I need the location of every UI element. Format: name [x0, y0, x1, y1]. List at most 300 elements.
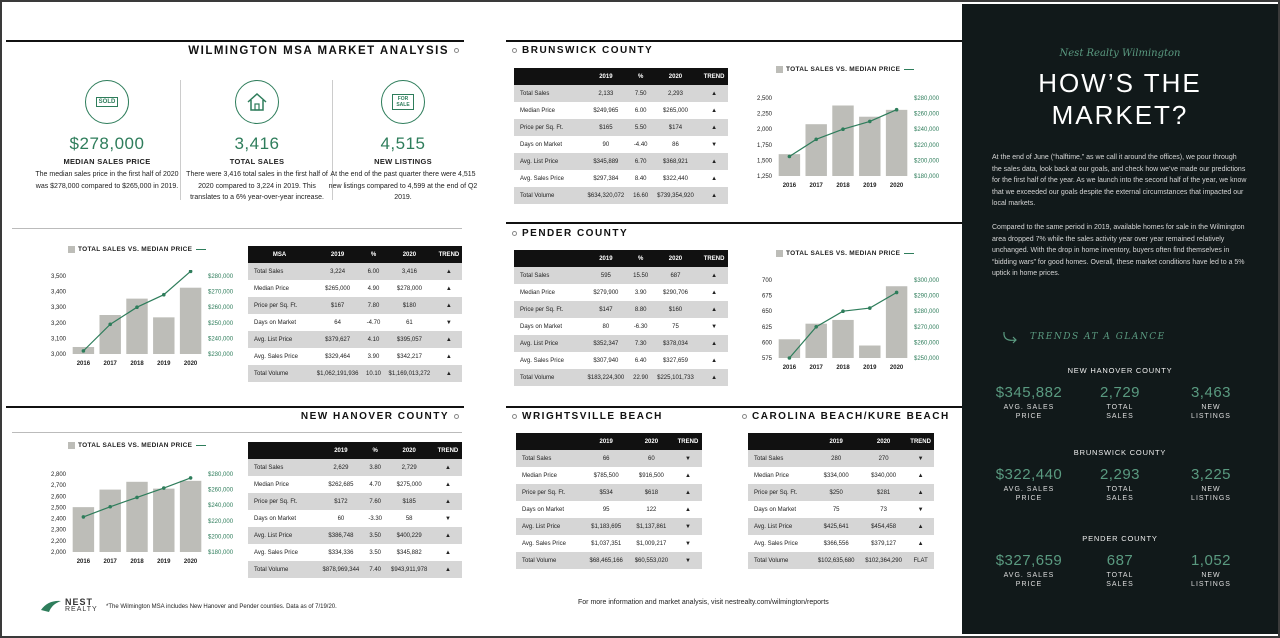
- county-stat-label: PRICE: [1015, 581, 1043, 588]
- y2-tick-label: $260,000: [208, 305, 234, 312]
- y-tick-label: 3,100: [50, 336, 66, 343]
- y2-tick-label: $280,000: [914, 309, 940, 316]
- table-cell: $379,627: [311, 331, 364, 348]
- y2-tick-label: $280,000: [208, 274, 234, 280]
- stat-value: 4,515: [380, 134, 426, 153]
- x-tick-label: 2020: [183, 559, 198, 565]
- trend-up-icon: ▲: [444, 481, 451, 488]
- legend-text: TOTAL SALES VS. MEDIAN PRICE: [78, 442, 193, 450]
- county-stat: [1075, 384, 1165, 421]
- table-cell: 3.90: [367, 353, 380, 360]
- table-cell: 8.40: [634, 175, 647, 182]
- column-header: 2020: [385, 442, 434, 459]
- pender-table: [514, 250, 728, 386]
- county-stat: [984, 552, 1074, 589]
- legend-text: TOTAL SALES VS. MEDIAN PRICE: [786, 250, 901, 258]
- county-stat-label: AVG. SALES: [1003, 486, 1055, 493]
- table-cell: Price per Sq. Ft.: [248, 493, 316, 510]
- table-cell: $1,169,013,272: [383, 365, 436, 382]
- table-cell: $60,553,020: [629, 552, 674, 569]
- table-row: [514, 102, 728, 119]
- table-cell: 4.90: [367, 285, 380, 292]
- county-stat-label: NEW: [1201, 404, 1221, 411]
- table-cell: Total Sales: [248, 263, 311, 280]
- column-header: 2019: [581, 250, 630, 267]
- table-cell: Median Price: [254, 481, 290, 488]
- trend-up-icon: ▲: [685, 472, 691, 479]
- median-price-point: [108, 323, 112, 327]
- logo-text: NEST: [65, 597, 94, 607]
- table-cell: $322,440: [662, 175, 688, 182]
- table-cell: -4.70: [366, 319, 381, 326]
- table-row: [514, 369, 728, 386]
- stat-total-sales: [182, 80, 332, 204]
- county-stat-label: NEW: [1201, 486, 1221, 493]
- trends-header: [1002, 330, 1166, 344]
- table-cell: $262,685: [328, 481, 354, 488]
- table-row: [514, 170, 728, 187]
- column-header: 2020: [629, 433, 674, 450]
- trend-up-icon: ▲: [700, 119, 728, 136]
- table-cell: $342,217: [396, 353, 422, 360]
- section-title-text: BRUNSWICK COUNTY: [522, 45, 654, 56]
- y2-tick-label: $260,000: [208, 487, 234, 494]
- table-cell: $1,137,861: [629, 518, 674, 535]
- median-price-point: [162, 293, 166, 297]
- y2-tick-label: $280,000: [914, 96, 940, 102]
- y-tick-label: 2,200: [50, 538, 66, 545]
- pender-chart: [742, 274, 952, 380]
- table-cell: $386,748: [316, 527, 366, 544]
- table-header-row: [248, 246, 462, 263]
- table-cell: $368,921: [651, 153, 700, 170]
- column-header: TREND: [700, 68, 728, 85]
- table-cell: $618: [629, 484, 674, 501]
- county-stat: [1166, 552, 1256, 589]
- median-price-point: [841, 127, 845, 131]
- for-sale-sign-text: FOR SALE: [392, 94, 414, 110]
- legend-line-swatch: [196, 249, 206, 250]
- county-stat-value: 687: [1106, 552, 1134, 569]
- trend-up-icon: ▲: [445, 353, 452, 360]
- x-tick-label: 2016: [76, 361, 91, 367]
- table-cell: $290,706: [662, 289, 688, 296]
- table-cell: 6.00: [634, 107, 647, 114]
- county-stat-label: AVG. SALES: [1003, 572, 1055, 579]
- table-cell: $878,969,344: [316, 561, 366, 578]
- divider: [180, 80, 181, 200]
- x-tick-label: 2019: [157, 361, 171, 367]
- table-cell: $174: [651, 119, 700, 136]
- x-tick-label: 2017: [809, 365, 823, 371]
- table-row: [748, 450, 934, 467]
- table-cell: 80: [602, 323, 610, 330]
- column-header: 2020: [651, 68, 700, 85]
- logo-subtext: REALTY: [65, 606, 98, 613]
- table-cell: Avg. List Price: [248, 331, 311, 348]
- y-tick-label: 3,200: [50, 320, 66, 327]
- bar: [99, 315, 120, 354]
- y2-tick-label: $180,000: [208, 550, 234, 556]
- table-row: [516, 467, 702, 484]
- table-cell: Total Sales: [514, 267, 581, 284]
- y-tick-label: 2,800: [50, 472, 66, 478]
- median-price-point: [868, 306, 872, 310]
- table-cell: Median Price: [522, 472, 558, 479]
- county-stat: [1166, 384, 1256, 421]
- divider: [506, 406, 962, 408]
- county-stat-label: SALES: [1106, 413, 1134, 420]
- table-cell: $185: [385, 493, 434, 510]
- divider: [6, 40, 464, 42]
- column-header: 2019: [581, 68, 630, 85]
- stat-label: TOTAL SALES: [229, 157, 285, 166]
- x-tick-label: 2019: [863, 183, 877, 189]
- table-cell: Total Volume: [748, 552, 812, 569]
- table-row: [514, 267, 728, 284]
- y-tick-label: 2,500: [50, 505, 66, 512]
- table-cell: 10.10: [364, 365, 383, 382]
- trend-down-icon: ▼: [674, 450, 702, 467]
- county-stat-label: SALES: [1106, 581, 1134, 588]
- table-cell: $345,882: [396, 549, 422, 556]
- table-cell: Days on Market: [254, 319, 297, 326]
- table-cell: $327,659: [662, 357, 688, 364]
- table-cell: $279,900: [593, 289, 619, 296]
- table-cell: Total Sales: [248, 459, 316, 476]
- column-header: [514, 68, 581, 85]
- second-paragraph: Compared to the same period in 2019, available homes for sale in the Wilmington area dropped 7% while the sales activity year over year remained relatively unchanged. With the drop in home inventory, buyers often find themselves in “bidding wars” for good homes. Overall, these market conditions have led to a 5% uptick in home prices.: [992, 224, 1245, 277]
- trend-up-icon: ▲: [907, 518, 934, 535]
- table-cell: $943,911,978: [385, 561, 434, 578]
- county-name: PENDER COUNTY: [1082, 534, 1158, 543]
- median-price-point: [82, 515, 86, 519]
- y-tick-label: 2,000: [756, 127, 772, 134]
- column-header: [248, 442, 316, 459]
- county-stat-label: TOTAL: [1106, 572, 1134, 579]
- trend-up-icon: ▲: [434, 493, 462, 510]
- median-price-point: [841, 309, 845, 313]
- column-header: 2019: [316, 442, 366, 459]
- table-cell: $265,000: [325, 285, 351, 292]
- table-header-row: [248, 442, 462, 459]
- y-tick-label: 600: [761, 340, 772, 347]
- table-cell: $785,500: [593, 472, 619, 479]
- table-cell: $352,347: [581, 335, 630, 352]
- y-tick-label: 2,500: [756, 96, 772, 102]
- table-row: [514, 153, 728, 170]
- x-tick-label: 2018: [130, 559, 144, 565]
- table-row: [516, 552, 702, 569]
- table-row: [748, 535, 934, 552]
- table-cell: Avg. Sales Price: [254, 549, 298, 556]
- table-row: [248, 263, 462, 280]
- column-header: TREND: [907, 433, 934, 450]
- table-cell: Total Sales: [748, 450, 812, 467]
- trend-up-icon: ▲: [700, 369, 728, 386]
- table-cell: $275,000: [396, 481, 422, 488]
- nest-realty-logo: [40, 598, 98, 614]
- table-cell: Days on Market: [754, 506, 797, 513]
- script-title: Nest Realty Wilmington: [1059, 48, 1181, 59]
- table-cell: Avg. Sales Price: [522, 540, 566, 547]
- table-cell: Price per Sq. Ft.: [514, 119, 581, 136]
- table-cell: $278,000: [396, 285, 422, 292]
- column-header: 2019: [812, 433, 859, 450]
- table-cell: 3,416: [383, 263, 436, 280]
- table-cell: 73: [880, 506, 887, 513]
- county-stat-value: $322,440: [995, 466, 1063, 483]
- table-row: [514, 187, 728, 204]
- table-cell: 6.40: [634, 357, 647, 364]
- table-row: [514, 284, 728, 301]
- chart-legend: [68, 442, 206, 449]
- table-cell: $180: [383, 297, 436, 314]
- table-cell: 7.30: [631, 335, 651, 352]
- table-cell: Total Sales: [516, 450, 584, 467]
- y2-tick-label: $260,000: [914, 111, 940, 118]
- table-cell: Avg. List Price: [516, 518, 584, 535]
- county-stat: [1166, 466, 1256, 503]
- table-cell: 7.80: [364, 297, 383, 314]
- median-price-point: [82, 349, 86, 353]
- table-cell: $281: [860, 484, 907, 501]
- table-cell: Total Volume: [248, 365, 311, 382]
- page-title: [188, 45, 464, 57]
- legend-bar-swatch: [776, 250, 783, 257]
- y2-tick-label: $200,000: [914, 158, 940, 165]
- table-cell: 2,133: [581, 85, 630, 102]
- table-cell: Avg. List Price: [748, 518, 812, 535]
- y-tick-label: 2,250: [756, 111, 772, 118]
- table-cell: Price per Sq. Ft.: [248, 297, 311, 314]
- table-cell: Price per Sq. Ft.: [516, 484, 584, 501]
- y2-tick-label: $280,000: [208, 472, 234, 478]
- table-cell: 61: [406, 319, 413, 326]
- footer-link-text[interactable]: For more information and market analysis, visit nestrealty.com/wilmington/reports: [578, 599, 829, 606]
- table-row: [514, 136, 728, 153]
- table-cell: $183,224,300: [581, 369, 630, 386]
- column-header: TREND: [674, 433, 702, 450]
- column-header: %: [366, 442, 385, 459]
- brunswick-table: [514, 68, 728, 204]
- table-cell: 4.70: [369, 481, 382, 488]
- county-name: BRUNSWICK COUNTY: [1073, 448, 1167, 457]
- county-stat: [984, 466, 1074, 503]
- table-cell: Median Price: [254, 285, 290, 292]
- trend-up-icon: ▲: [436, 297, 462, 314]
- county-stat-label: LISTINGS: [1191, 413, 1231, 420]
- table-cell: $102,635,680: [812, 552, 859, 569]
- table-row: [748, 501, 934, 518]
- y2-tick-label: $250,000: [208, 320, 234, 327]
- median-price-point: [814, 325, 818, 329]
- county-stat-label: LISTINGS: [1191, 581, 1231, 588]
- trend-down-icon: ▼: [711, 323, 718, 330]
- table-cell: $250: [812, 484, 859, 501]
- median-price-point: [814, 138, 818, 142]
- trends-title: TRENDS AT A GLANCE: [1030, 332, 1166, 342]
- table-cell: 64: [334, 319, 341, 326]
- bird-logo-icon: [40, 598, 62, 614]
- trend-down-icon: ▼: [711, 141, 718, 148]
- trend-down-icon: ▼: [674, 518, 702, 535]
- median-price-point: [189, 476, 193, 480]
- left-page: [2, 0, 498, 638]
- table-cell: Days on Market: [520, 141, 563, 148]
- table-cell: 75: [832, 506, 840, 513]
- location-pin-icon: [454, 414, 459, 419]
- median-price-point: [788, 155, 792, 159]
- carolina-beach-table: [748, 433, 934, 569]
- bar: [805, 124, 826, 176]
- x-tick-label: 2020: [183, 361, 198, 367]
- section-title-text: CAROLINA BEACH/KURE BEACH: [752, 411, 950, 422]
- y-tick-label: 3,500: [50, 274, 66, 280]
- x-tick-label: 2016: [782, 183, 797, 189]
- table-cell: Median Price: [520, 107, 556, 114]
- bar: [859, 117, 880, 176]
- x-tick-label: 2016: [782, 365, 797, 371]
- for-sale-sign-icon: [381, 80, 425, 124]
- trend-up-icon: ▲: [700, 267, 728, 284]
- table-cell: $1,183,695: [584, 518, 629, 535]
- table-cell: $147: [581, 301, 630, 318]
- middle-page: [502, 0, 960, 638]
- table-row: [248, 280, 462, 297]
- column-header: 2020: [383, 246, 436, 263]
- table-row: [248, 476, 462, 493]
- trend-up-icon: ▲: [434, 561, 462, 578]
- headline-line2: MARKET?: [1051, 100, 1189, 130]
- column-header: 2020: [860, 433, 907, 450]
- section-title-new-hanover: [301, 411, 464, 422]
- trend-down-icon: ▼: [674, 552, 702, 569]
- column-header: 2019: [311, 246, 364, 263]
- table-header-row: [514, 250, 728, 267]
- table-row: [248, 365, 462, 382]
- column-header: [514, 250, 581, 267]
- column-header: %: [631, 250, 651, 267]
- county-stat-value: 2,293: [1099, 466, 1141, 483]
- table-cell: Price per Sq. Ft.: [514, 301, 581, 318]
- stat-value: 3,416: [234, 134, 280, 153]
- stat-desc: At the end of the past quarter there were 4,515 new listings compared to 4,599 at the end of Q2 2019.: [328, 171, 478, 201]
- y-tick-label: 1,500: [756, 158, 772, 165]
- stat-median-price: [32, 80, 182, 192]
- table-cell: 95: [602, 506, 610, 513]
- y-tick-label: 2,400: [50, 516, 66, 523]
- trend-up-icon: ▲: [917, 540, 924, 547]
- section-title-text: PENDER COUNTY: [522, 228, 629, 239]
- table-row: [248, 561, 462, 578]
- table-cell: 3,224: [311, 263, 364, 280]
- column-header: 2020: [651, 250, 700, 267]
- intro-paragraph: At the end of June (“halftime,” as we call it around the offices), we pour through the sales data, look back at our goals, and check how we’ve made our predictions for the first half of the year. As we launch into the second half of the year, we know that we exceeded our goals despite the external circumstances that impacted our local markets.: [992, 154, 1247, 207]
- table-header-row: [748, 433, 934, 450]
- table-cell: Total Volume: [514, 187, 581, 204]
- table-cell: $225,101,733: [651, 369, 700, 386]
- legend-bar-swatch: [68, 442, 75, 449]
- table-cell: 16.60: [631, 187, 651, 204]
- table-cell: $1,037,351: [591, 540, 622, 547]
- table-cell: Days on Market: [522, 506, 565, 513]
- median-price-point: [108, 505, 112, 509]
- y2-tick-label: $270,000: [208, 289, 234, 296]
- trend-up-icon: ▲: [711, 289, 718, 296]
- bar: [153, 489, 174, 552]
- table-cell: 7.40: [366, 561, 385, 578]
- table-cell: $425,641: [812, 518, 859, 535]
- table-row: [514, 85, 728, 102]
- divider: [506, 222, 962, 224]
- table-row: [514, 335, 728, 352]
- table-cell: 7.50: [631, 85, 651, 102]
- footnote: *The Wilmington MSA includes New Hanover and Pender counties. Data as of 7/19/20.: [106, 604, 337, 610]
- table-row: [514, 301, 728, 318]
- y-tick-label: 650: [761, 309, 772, 316]
- table-cell: $68,465,166: [584, 552, 629, 569]
- table-cell: Total Volume: [516, 552, 584, 569]
- y-tick-label: 575: [761, 356, 772, 362]
- trend-up-icon: ▲: [436, 263, 462, 280]
- table-cell: Avg. Sales Price: [254, 353, 298, 360]
- y-tick-label: 675: [761, 293, 772, 300]
- stat-label: MEDIAN SALES PRICE: [63, 157, 151, 166]
- table-row: [748, 552, 934, 569]
- column-header: MSA: [248, 246, 311, 263]
- table-row: [516, 535, 702, 552]
- table-row: [248, 314, 462, 331]
- trend-up-icon: ▲: [917, 472, 924, 479]
- y-tick-label: 700: [761, 278, 772, 284]
- table-cell: $297,384: [593, 175, 619, 182]
- table-row: [748, 518, 934, 535]
- table-cell: $1,062,191,936: [311, 365, 364, 382]
- table-row: [248, 297, 462, 314]
- trend-up-icon: ▲: [444, 549, 451, 556]
- x-tick-label: 2020: [889, 183, 904, 189]
- legend-line-swatch: [196, 445, 206, 446]
- trend-up-icon: ▲: [436, 331, 462, 348]
- x-tick-label: 2018: [836, 365, 850, 371]
- median-price-point: [788, 356, 792, 360]
- table-cell: 90: [602, 141, 610, 148]
- table-cell: $379,127: [871, 540, 897, 547]
- table-cell: 60: [629, 450, 674, 467]
- table-cell: $334,336: [328, 549, 354, 556]
- location-pin-icon: [512, 231, 517, 236]
- x-tick-label: 2017: [809, 183, 823, 189]
- county-stat-value: 3,225: [1190, 466, 1232, 483]
- table-row: [748, 484, 934, 501]
- column-header: TREND: [700, 250, 728, 267]
- table-cell: $102,364,290: [860, 552, 907, 569]
- table-cell: Avg. List Price: [514, 335, 581, 352]
- legend-bar-swatch: [776, 66, 783, 73]
- median-price-point: [135, 305, 139, 309]
- table-cell: Median Price: [754, 472, 790, 479]
- headline-line1: HOW’S THE: [1038, 68, 1202, 98]
- county-stat-label: TOTAL: [1106, 404, 1134, 411]
- y2-tick-label: $240,000: [914, 127, 940, 134]
- stat-desc: There were 3,416 total sales in the first half of 2020 compared to 3,224 in 2019. This translates to a 6% year-over-year increase.: [186, 171, 328, 201]
- table-row: [248, 527, 462, 544]
- table-cell: 280: [812, 450, 859, 467]
- table-header-row: [514, 68, 728, 85]
- table-cell: 3.80: [366, 459, 385, 476]
- trend-up-icon: ▲: [700, 301, 728, 318]
